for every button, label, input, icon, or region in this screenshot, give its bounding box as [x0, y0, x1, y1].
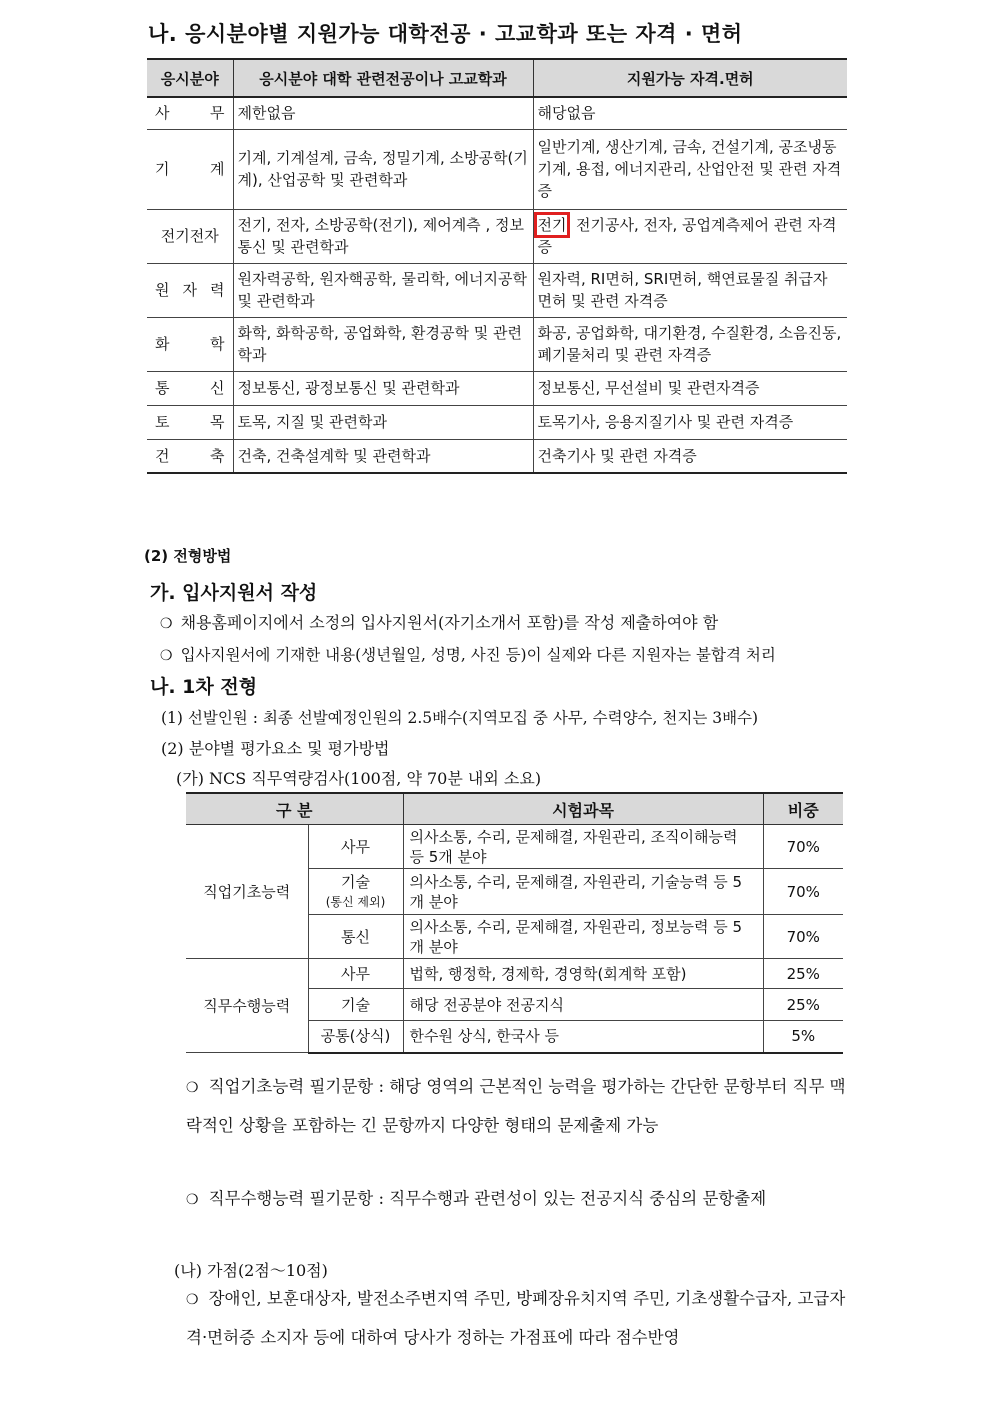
table-row — [186, 825, 843, 869]
table-row — [147, 97, 847, 129]
row-majors: 제한없음 — [233, 97, 533, 129]
row-majors: 건축, 건축설계학 및 관련학과 — [233, 439, 533, 473]
table-row — [186, 959, 843, 989]
row-subject: 의사소통, 수리, 문제해결, 자원관리, 정보능력 등 5개 분야 — [403, 915, 763, 959]
row-weight: 25% — [763, 959, 843, 989]
table-row — [147, 405, 847, 439]
row-majors: 화학, 화학공학, 공업화학, 환경공학 및 관련학과 — [233, 317, 533, 371]
row-subject: 의사소통, 수리, 문제해결, 자원관리, 조직이해능력 등 5개 분야 — [403, 825, 763, 869]
ga-title: 가. 입사지원서 작성 — [150, 582, 318, 604]
ncs-table — [186, 792, 843, 1054]
group-job-ability: 직무수행능력 — [186, 959, 308, 1053]
row-sub: 기술 (통신 제외) — [308, 869, 403, 915]
row-licenses-rest: , 전기공사, 전자, 공업계측제어 관련 자격증 — [537, 216, 837, 256]
row-weight: 70% — [763, 869, 843, 915]
bullet-icon: ❍ — [160, 616, 173, 632]
row-licenses: 건축기사 및 관련 자격증 — [533, 439, 847, 473]
row-sub: 통신 — [308, 915, 403, 959]
group-basic-ability: 직업기초능력 — [186, 825, 308, 959]
bonus-paragraph: ❍ 장애인, 보훈대상자, 발전소주변지역 주민, 방폐장유치지역 주민, 기초생활수급자, 고급자격·면허증 소지자 등에 대하여 당사가 정하는 가점표에 따라 점수반영 — [186, 1289, 846, 1347]
table-header-row — [147, 59, 847, 97]
table-row — [147, 209, 847, 263]
note-paragraph: ❍ 직업기초능력 필기문항 : 해당 영역의 근본적인 능력을 평가하는 간단한 문항부터 직무 맥락적인 상황을 포함하는 긴 문항까지 다양한 형태의 문제출제 가능 — [186, 1077, 846, 1135]
row-licenses: 정보통신, 무선설비 및 관련자격증 — [533, 371, 847, 405]
ga-bullet: ❍ 채용홈페이지에서 소정의 입사지원서(자기소개서 포함)를 작성 제출하여야 함 — [160, 613, 719, 632]
ga-bullet: ❍ 입사지원서에 기재한 내용(생년월일, 성명, 사진 등)이 실제와 다른 지원자는 불합격 처리 — [160, 646, 776, 664]
row-field: 사 무 — [147, 97, 233, 129]
col-header-subject: 시험과목 — [403, 793, 763, 825]
row-weight: 70% — [763, 915, 843, 959]
row-weight: 70% — [763, 825, 843, 869]
row-subject: 법학, 행정학, 경제학, 경영학(회계학 포함) — [403, 959, 763, 989]
table-header-row — [186, 793, 843, 825]
row-field: 기 계 — [147, 129, 233, 209]
table-row — [147, 439, 847, 473]
col-header-majors: 응시분야 대학 관련전공이나 고교학과 — [233, 59, 533, 97]
row-majors: 기계, 기계설계, 금속, 정밀기계, 소방공학(기계), 산업공학 및 관련학과 — [233, 129, 533, 209]
row-sub: 기술 — [308, 989, 403, 1021]
col-header-field: 응시분야 — [147, 59, 233, 97]
col-header-licenses: 지원가능 자격.면허 — [533, 59, 847, 97]
row-field: 토 목 — [147, 405, 233, 439]
na-item: (1) 선발인원 : 최종 선발예정인원의 2.5배수(지역모집 중 사무, 수력양수, 천지는 3배수) — [161, 709, 759, 727]
row-licenses: 원자력, RI면허, SRI면허, 핵연료물질 취급자 면허 및 관련 자격증 — [533, 263, 847, 317]
col-header-weight: 비중 — [763, 793, 843, 825]
row-majors: 토목, 지질 및 관련학과 — [233, 405, 533, 439]
row-subject: 한수원 상식, 한국사 등 — [403, 1021, 763, 1053]
row-field: 통 신 — [147, 371, 233, 405]
row-field: 전기전자 — [147, 209, 233, 263]
row-majors: 정보통신, 광정보통신 및 관련학과 — [233, 371, 533, 405]
row-subject: 의사소통, 수리, 문제해결, 자원관리, 기술능력 등 5개 분야 — [403, 869, 763, 915]
na-title: 나. 1차 전형 — [150, 676, 258, 698]
row-licenses — [533, 209, 847, 263]
bullet-icon: ❍ — [186, 1080, 199, 1096]
row-weight: 25% — [763, 989, 843, 1021]
table-row — [147, 129, 847, 209]
row-sub: 공통(상식) — [308, 1021, 403, 1053]
na-item: (2) 분야별 평가요소 및 평가방법 — [161, 739, 390, 758]
highlighted-license: 전기 — [537, 216, 567, 234]
row-licenses: 화공, 공업화학, 대기환경, 수질환경, 소음진동, 폐기물처리 및 관련 자격증 — [533, 317, 847, 371]
col-header-category: 구 분 — [186, 793, 403, 825]
table-row — [147, 263, 847, 317]
row-weight: 5% — [763, 1021, 843, 1053]
row-licenses: 토목기사, 응용지질기사 및 관련 자격증 — [533, 405, 847, 439]
row-majors: 전기, 전자, 소방공학(전기), 제어계측 , 정보통신 및 관련학과 — [233, 209, 533, 263]
table-row — [147, 317, 847, 371]
row-licenses: 일반기계, 생산기계, 금속, 건설기계, 공조냉동기계, 용접, 에너지관리, 산업안전 및 관련 자격증 — [533, 129, 847, 209]
row-sub-note: (통신 제외) — [325, 894, 386, 909]
row-licenses: 해당없음 — [533, 97, 847, 129]
note-paragraph: ❍ 직무수행능력 필기문항 : 직무수행과 관련성이 있는 전공지식 중심의 문항출제 — [186, 1189, 767, 1208]
row-sub: 사무 — [308, 959, 403, 989]
table-row — [147, 371, 847, 405]
bullet-icon: ❍ — [186, 1292, 199, 1308]
eligibility-table — [147, 58, 847, 474]
row-field: 건 축 — [147, 439, 233, 473]
bullet-icon: ❍ — [160, 648, 173, 664]
section-na-title: 나. 응시분야별 지원가능 대학전공 · 고교학과 또는 자격 · 면허 — [148, 22, 743, 46]
row-majors: 원자력공학, 원자핵공학, 물리학, 에너지공학 및 관련학과 — [233, 263, 533, 317]
row-subject: 해당 전공분야 전공지식 — [403, 989, 763, 1021]
bonus-title: (나) 가점(2점～10점) — [174, 1261, 328, 1280]
row-field: 화 학 — [147, 317, 233, 371]
bullet-icon: ❍ — [186, 1192, 199, 1208]
row-sub: 사무 — [308, 825, 403, 869]
ncs-title: (가) NCS 직무역량검사(100점, 약 70분 내외 소요) — [176, 769, 542, 788]
row-field: 원 자 력 — [147, 263, 233, 317]
section2-title: (2) 전형방법 — [144, 547, 232, 565]
